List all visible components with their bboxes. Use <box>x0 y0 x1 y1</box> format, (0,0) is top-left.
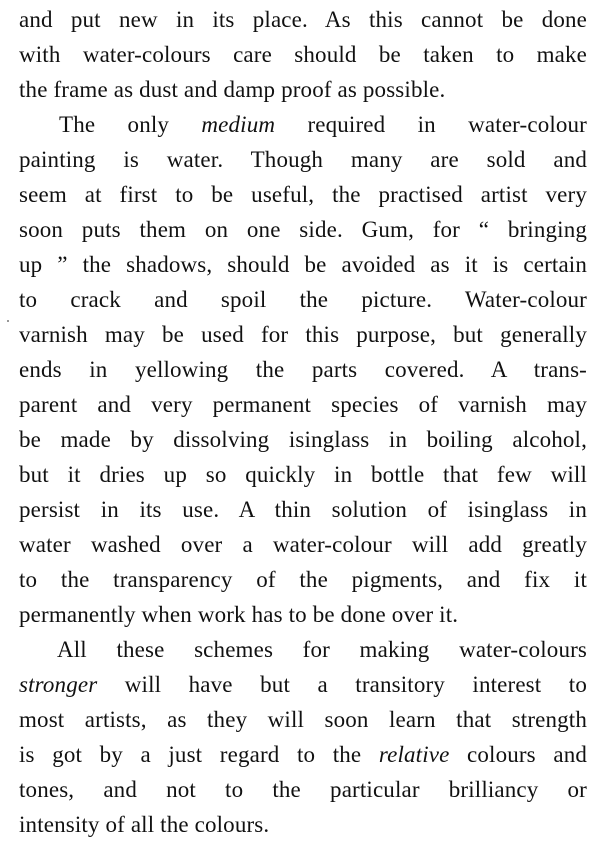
text-line: tones, and not to the particular brilliancy or <box>19 777 587 802</box>
book-page <box>19 2 587 842</box>
text-line: intensity of all the colours. <box>19 812 270 837</box>
text-line: seem at first to be useful, the practised artist very <box>19 182 587 207</box>
text-line: be made by dissolving isinglass in boiling alcohol, <box>19 427 587 452</box>
text-line: and put new in its place. As this cannot be done <box>19 7 587 32</box>
text-line: the frame as dust and damp proof as possible. <box>19 77 446 102</box>
text-line: but it dries up so quickly in bottle that few will <box>19 462 587 487</box>
italic-term-stronger: stronger <box>19 672 98 697</box>
text-line: water washed over a water-colour will add greatly <box>19 532 587 557</box>
text-line: most artists, as they will soon learn that strength <box>19 707 587 732</box>
text-line: is got by a just regard to the relative colours and <box>19 742 587 767</box>
text-line: stronger will have but a transitory interest to <box>19 672 587 697</box>
paper-speck <box>7 320 9 322</box>
text-line: persist in its use. A thin solution of isinglass in <box>19 497 587 522</box>
text-line: All these schemes for making water-colours <box>57 637 587 662</box>
text-line: to crack and spoil the picture. Water-colour <box>19 287 587 312</box>
italic-term-medium: medium <box>201 112 276 137</box>
text-line: soon puts them on one side. Gum, for “ bringing <box>19 217 587 242</box>
text-line: ends in yellowing the parts covered. A trans- <box>19 357 587 382</box>
text-line: to the transparency of the pigments, and fix it <box>19 567 587 592</box>
text-line: varnish may be used for this purpose, but generally <box>19 322 587 347</box>
text-line: up ” the shadows, should be avoided as it is certain <box>19 252 587 277</box>
paragraph-2 <box>19 107 587 632</box>
text-line: with water-colours care should be taken to make <box>19 42 587 67</box>
text-line: The only medium required in water-colour <box>59 112 587 137</box>
text-line: painting is water. Though many are sold and <box>19 147 587 172</box>
text-line: parent and very permanent species of varnish may <box>19 392 587 417</box>
paragraph-3 <box>19 632 587 842</box>
text-line: permanently when work has to be done over it. <box>19 602 459 627</box>
paragraph-1 <box>19 2 587 107</box>
italic-term-relative: relative <box>378 742 450 767</box>
